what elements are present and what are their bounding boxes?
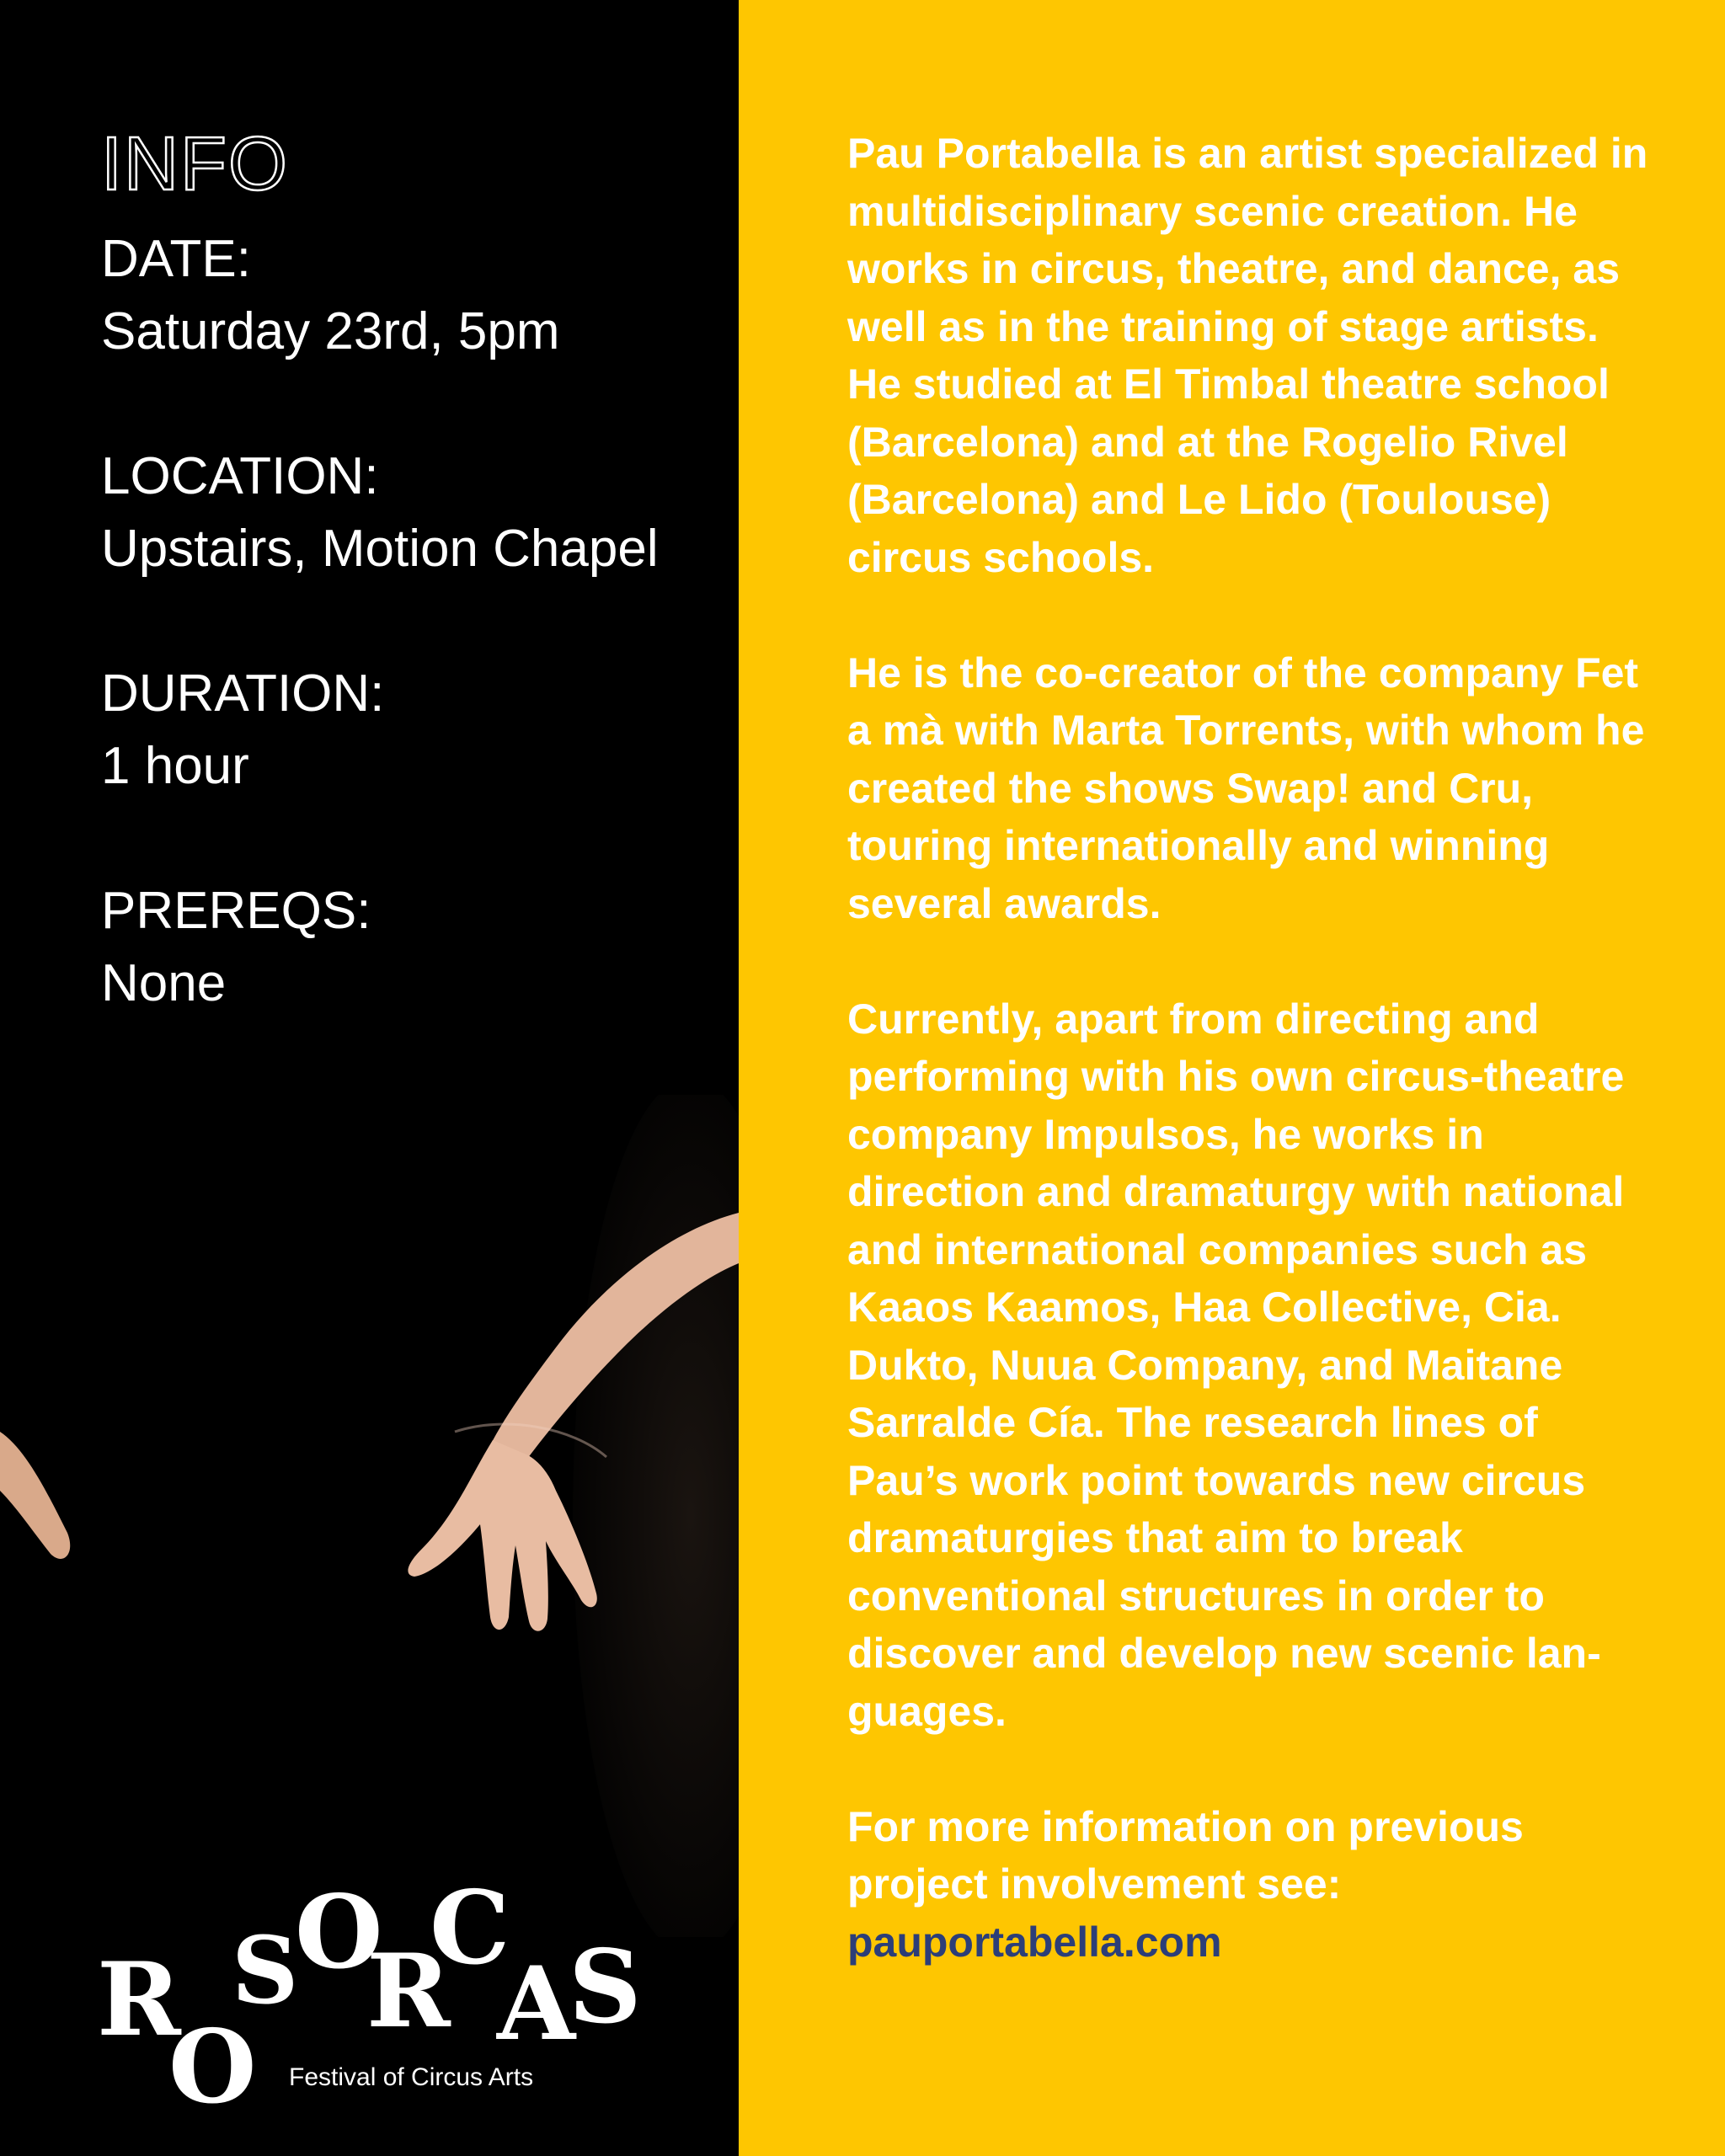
duration-label: DURATION: [101,664,385,723]
location-value: Upstairs, Motion Chapel [101,520,659,578]
logo-subtitle: Festival of Circus Arts [289,2063,534,2091]
info-item-duration [101,658,708,803]
rosorcas-logo: R O S O R C A S Festival of Circus Arts [97,1869,642,2127]
website-link[interactable]: pauportabella.com [847,1918,1222,1966]
info-item-prereqs [101,875,708,1020]
prereqs-label: PREREQS: [101,882,371,940]
info-panel [0,0,739,2156]
info-heading: INFO [101,122,289,206]
date-label: DATE: [101,230,251,288]
bio-text [847,125,1656,2029]
info-list [101,223,708,1092]
info-item-location [101,440,708,585]
location-label: LOCATION: [101,447,379,505]
more-info-text: For more information on previous project involvement see: [847,1802,1524,1908]
performer-hands-photo [0,1095,739,1937]
prereqs-value: None [101,954,227,1012]
bio-more-info [847,1798,1656,1972]
bio-paragraph: He is the co-creator of the company Fet a mà with Marta Torrents, with whom he created the shows Swap! and Cru, touring internationally and winning several awards. [847,648,1645,927]
duration-value: 1 hour [101,737,249,795]
info-item-date [101,223,708,368]
bio-paragraph: Currently, apart from directing and performing with his own circus-theatre company Impulsos, he works in direction and dramaturgy with national and international companies such as Kaaos Kaamos, Haa Collective, Cia. Dukto, Nuua Company, and Maitane Sarralde Cía. The research lines of Pau’s work point towards new circus dramaturgies that aim to break conventional structures in order to discover and develop new scenic languages. [847,995,1625,1735]
bio-paragraph: Pau Portabella is an artist specialized in multidisciplinary scenic creation. He works in circus, theatre, and dance, as well as in the training of stage artists. He studied at El Timbal theatre school (Barcelona) and at the Rogelio Rivel (Barcelona) and Le Lido (Toulouse) circus schools. [847,130,1648,581]
date-value: Saturday 23rd, 5pm [101,302,560,360]
